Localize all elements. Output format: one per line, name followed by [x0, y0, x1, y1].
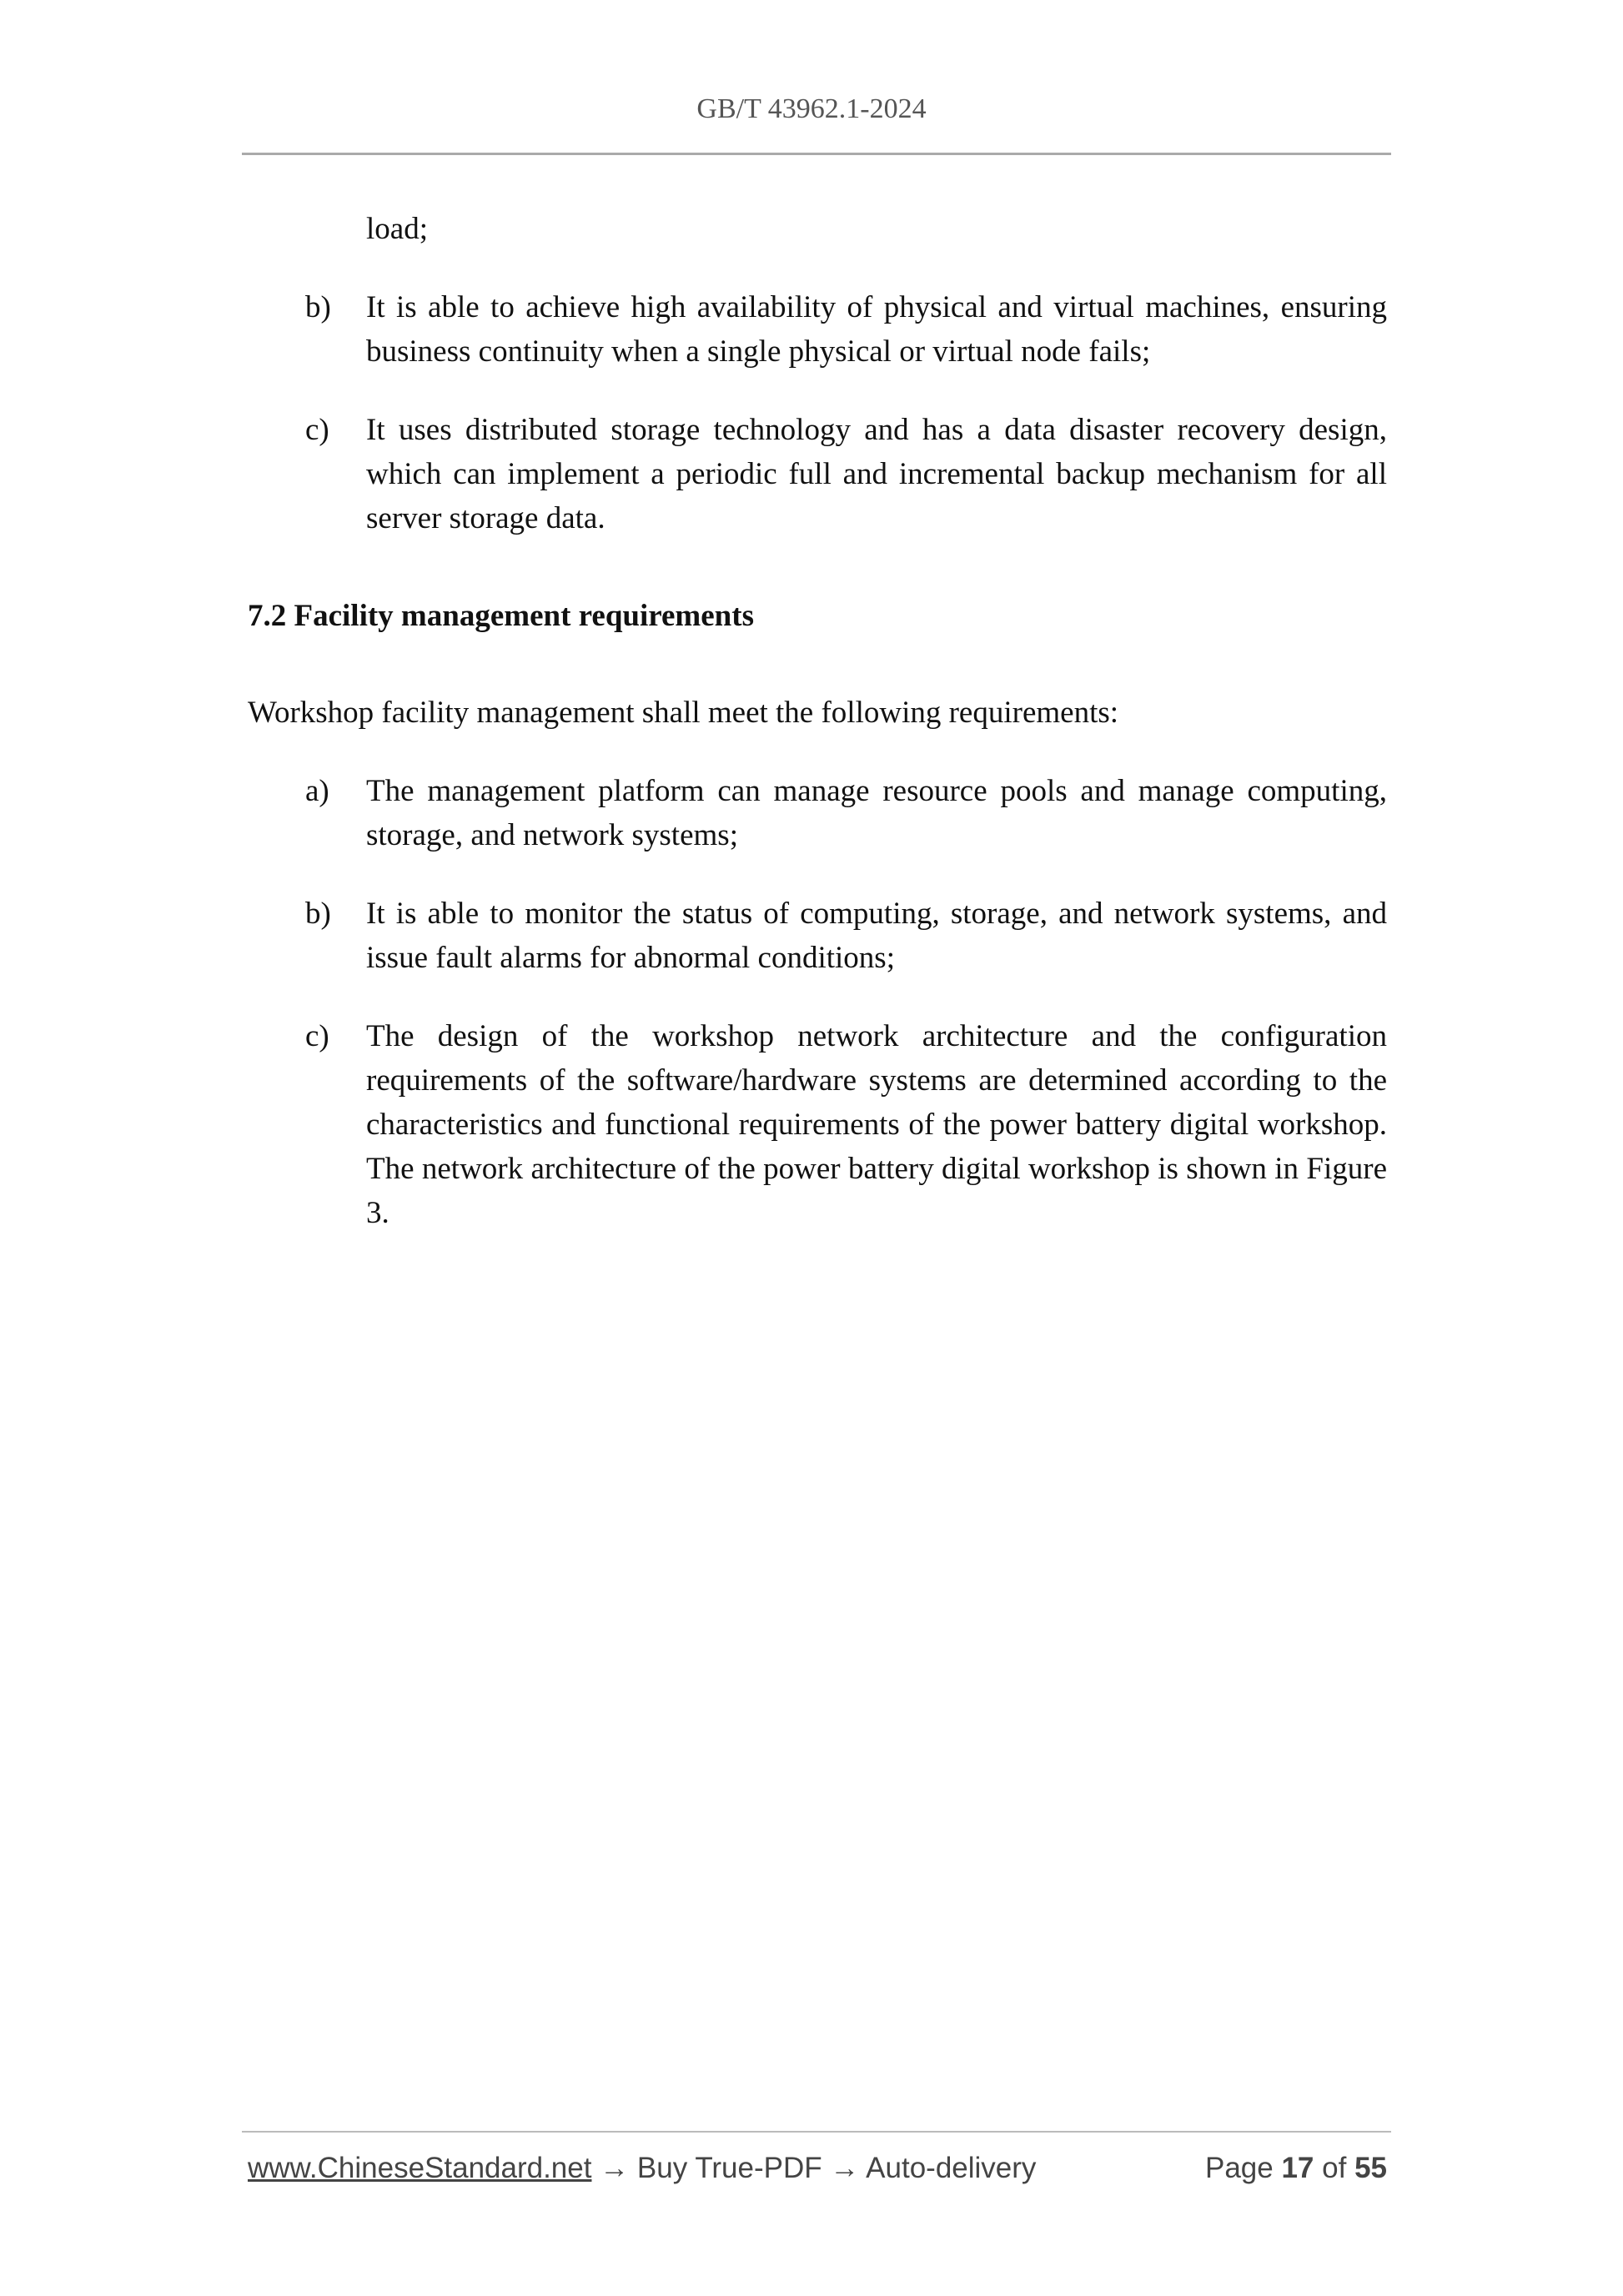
footer-tagline: → Buy True-PDF → Auto-delivery: [591, 2152, 1037, 2184]
list-marker: b): [305, 897, 331, 931]
list-marker: c): [305, 1019, 329, 1053]
list-marker: c): [305, 413, 329, 447]
list-item-text: The design of the workshop network architecture and the configuration requirements of the software/hardware systems are determined according to the characteristics and functional requirements of the power battery digital workshop. The network architecture of the power battery digital workshop is shown in Figure 3.: [366, 1019, 1387, 1230]
list-item-text: The management platform can manage resource pools and manage computing, storage, and network systems;: [366, 774, 1387, 852]
list-item-text: It is able to monitor the status of computing, storage, and network systems, and issue fault alarms for abnormal conditions;: [366, 897, 1387, 975]
footer: [248, 2152, 1387, 2185]
continued-text: [305, 207, 1387, 251]
list-item: [305, 892, 1387, 980]
of-label: of: [1322, 2152, 1347, 2184]
page-label: Page: [1204, 2152, 1274, 2184]
intro-paragraph: Workshop facility management shall meet the following requirements:: [248, 696, 1119, 730]
page-indicator: [1205, 2152, 1387, 2185]
list-marker: b): [305, 290, 331, 324]
list-item: [305, 408, 1387, 540]
list-item: [305, 769, 1387, 857]
section-heading: 7.2 Facility management requirements: [248, 599, 754, 633]
list-item: [305, 285, 1387, 374]
list-item-text: load;: [366, 212, 428, 246]
document-id-header: GB/T 43962.1-2024: [696, 93, 927, 124]
page-total: 55: [1354, 2152, 1387, 2184]
website-link[interactable]: www.ChineseStandard.net: [248, 2152, 592, 2184]
header-divider: [242, 153, 1391, 155]
list-item: [305, 1014, 1387, 1235]
list-item-text: It uses distributed storage technology and has a data disaster recovery design, which can implement a periodic full and incremental backup mechanism for all server storage data.: [366, 413, 1387, 535]
footer-divider: [242, 2131, 1391, 2133]
list-item-text: It is able to achieve high availability of physical and virtual machines, ensuring business continuity when a single physical or virtual node fails;: [366, 290, 1387, 369]
list-marker: a): [305, 774, 329, 808]
page-current: 17: [1281, 2152, 1314, 2184]
